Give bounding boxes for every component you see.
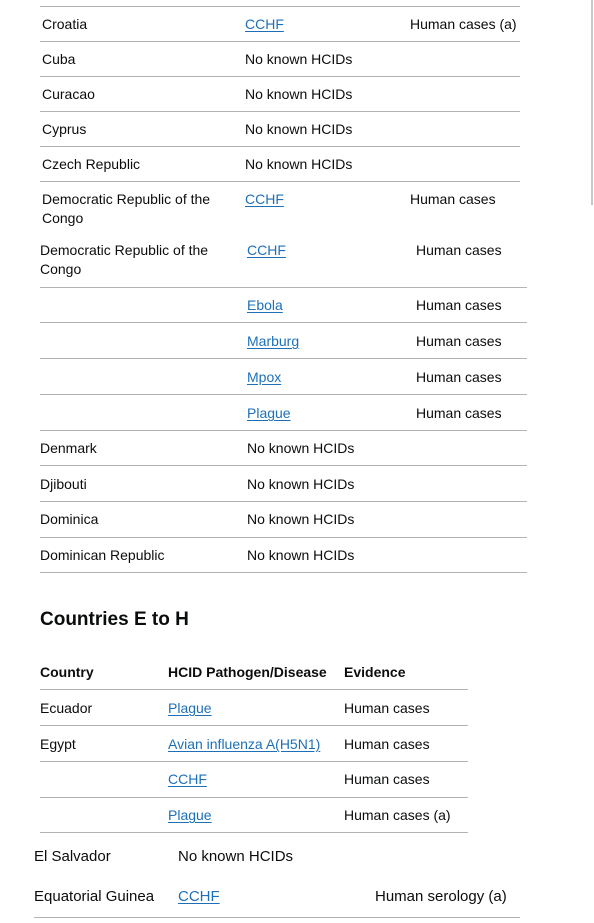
country-cell: Egypt (40, 736, 76, 752)
pathogen-link[interactable]: CCHF (247, 242, 286, 258)
country-cell: Croatia (42, 16, 88, 32)
country-cell: Cyprus (42, 121, 87, 137)
pathogen-link[interactable]: Plague (168, 700, 212, 716)
pathogen-cell: No known HCIDs (245, 51, 353, 67)
pathogen-link[interactable]: Ebola (247, 297, 283, 313)
row-divider (40, 832, 468, 833)
country-cell: El Salvador (34, 848, 111, 865)
row-divider (40, 572, 527, 573)
evidence-cell: Human cases (a) (410, 16, 517, 32)
country-cell: Czech Republic (42, 156, 141, 172)
row-divider (40, 358, 527, 359)
section-heading: Countries E to H (40, 609, 189, 630)
row-divider (40, 537, 527, 538)
pathogen-cell: No known HCIDs (247, 476, 355, 492)
pathogen-cell: No known HCIDs (247, 547, 355, 563)
pathogen-cell: No known HCIDs (178, 848, 294, 865)
row-divider (40, 146, 520, 147)
pathogen-link[interactable]: Avian influenza A(H5N1) (168, 736, 321, 752)
country-cell: Denmark (40, 440, 97, 456)
pathogen-link[interactable]: Plague (168, 807, 212, 823)
country-cell: Equatorial Guinea (34, 888, 155, 905)
evidence-cell: Human cases (a) (344, 807, 451, 823)
country-cell: Dominican Republic (40, 547, 165, 563)
row-divider (34, 917, 520, 918)
row-divider (40, 322, 527, 323)
row-divider (40, 394, 527, 395)
header-country: Country (40, 664, 94, 680)
pathogen-cell: No known HCIDs (247, 511, 355, 527)
pathogen-link[interactable]: Plague (247, 405, 291, 421)
row-divider (40, 287, 527, 288)
pathogen-cell: No known HCIDs (245, 121, 353, 137)
pathogen-cell: No known HCIDs (245, 86, 353, 102)
evidence-cell: Human cases (416, 333, 502, 349)
row-divider (40, 689, 468, 690)
header-evidence: Evidence (344, 664, 406, 680)
country-cell: Democratic Republic of the Congo (42, 191, 211, 226)
pathogen-link[interactable]: CCHF (245, 191, 284, 207)
country-cell: Democratic Republic of the Congo (40, 242, 209, 277)
country-cell: Curacao (42, 86, 95, 102)
pathogen-link[interactable]: Marburg (247, 333, 300, 349)
pathogen-link[interactable]: CCHF (245, 16, 284, 32)
row-divider (40, 6, 520, 7)
country-cell: Djibouti (40, 476, 87, 492)
row-divider (40, 501, 527, 502)
header-pathogen: HCID Pathogen/Disease (168, 664, 327, 680)
evidence-cell: Human cases (416, 405, 502, 421)
row-divider (40, 761, 468, 762)
row-divider (40, 111, 520, 112)
evidence-cell: Human cases (416, 242, 502, 258)
evidence-cell: Human cases (416, 369, 502, 385)
evidence-cell: Human cases (344, 700, 430, 716)
evidence-cell: Human serology (a) (375, 888, 507, 905)
evidence-cell: Human cases (416, 297, 502, 313)
country-cell: Cuba (42, 51, 76, 67)
country-cell: Ecuador (40, 700, 93, 716)
pathogen-link[interactable]: CCHF (178, 888, 220, 905)
pathogen-cell: No known HCIDs (245, 156, 353, 172)
pathogen-cell: No known HCIDs (247, 440, 355, 456)
evidence-cell: Human cases (344, 771, 430, 787)
evidence-cell: Human cases (344, 736, 430, 752)
row-divider (40, 181, 520, 182)
pathogen-link[interactable]: Mpox (247, 369, 282, 385)
row-divider (40, 41, 520, 42)
pathogen-link[interactable]: CCHF (168, 771, 207, 787)
row-divider (40, 76, 520, 77)
row-divider (40, 725, 468, 726)
row-divider (40, 465, 527, 466)
country-cell: Dominica (40, 511, 99, 527)
evidence-cell: Human cases (410, 191, 496, 207)
row-divider (40, 797, 468, 798)
row-divider (40, 430, 527, 431)
edge-border-mark (591, 0, 593, 205)
